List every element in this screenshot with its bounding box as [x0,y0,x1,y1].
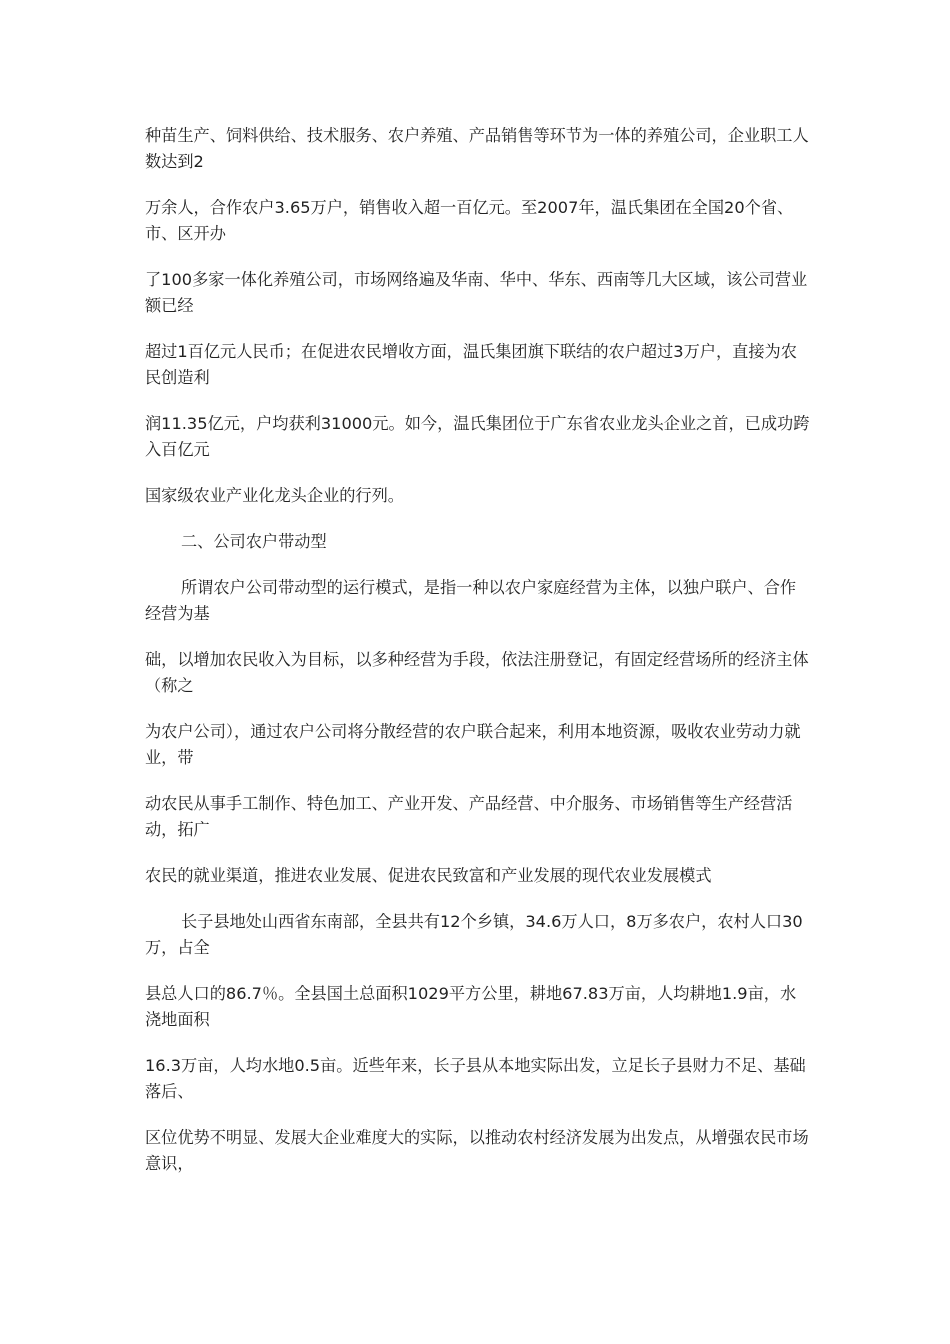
paragraph: 润11.35亿元，户均获利31000元。如今，温氏集团位于广东省农业龙头企业之首，已成功跨入百亿元 [145,414,810,459]
paragraph: 万余人，合作农户3.65万户，销售收入超一百亿元。至2007年，温氏集团在全国20个省、市、区开办 [145,198,794,243]
paragraph: 16.3万亩，人均水地0.5亩。近些年来，长子县从本地实际出发，立足长子县财力不足、基础落后、 [145,1056,806,1101]
paragraph: 所谓农户公司带动型的运行模式，是指一种以农户家庭经营为主体，以独户联户、合作经营为基 [145,578,797,623]
paragraph: 了100多家一体化养殖公司，市场网络遍及华南、华中、华东、西南等几大区域，该公司营业额已经 [145,270,808,315]
paragraph: 长子县地处山西省东南部，全县共有12个乡镇，34.6万人口，8万多农户，农村人口30万，占全 [145,912,803,957]
section-heading: 二、公司农户带动型 [181,532,327,551]
paragraph: 农民的就业渠道，推进农业发展、促进农民致富和产业发展的现代农业发展模式 [145,866,712,885]
paragraph: 县总人口的86.7％。全县国土总面积1029平方公里，耕地67.83万亩，人均耕地1.9亩，水浇地面积 [145,984,797,1029]
paragraph: 为农户公司），通过农户公司将分散经营的农户联合起来，利用本地资源，吸收农业劳动力就业，带 [145,722,801,767]
paragraph: 种苗生产、饲料供给、技术服务、农户养殖、产品销售等环节为一体的养殖公司，企业职工人数达到2 [145,126,809,171]
paragraph: 超过1百亿元人民币；在促进农民增收方面，温氏集团旗下联结的农户超过3万户，直接为农民创造利 [145,342,797,387]
paragraph: 区位优势不明显、发展大企业难度大的实际，以推动农村经济发展为出发点，从增强农民市场意识， [145,1128,809,1173]
paragraph: 动农民从事手工制作、特色加工、产业开发、产品经营、中介服务、市场销售等生产经营活动，拓广 [145,794,793,839]
paragraph: 国家级农业产业化龙头企业的行列。 [145,486,404,505]
document-body [145,123,810,1197]
paragraph: 础，以增加农民收入为目标，以多种经营为手段，依法注册登记，有固定经营场所的经济主体（称之 [145,650,809,695]
